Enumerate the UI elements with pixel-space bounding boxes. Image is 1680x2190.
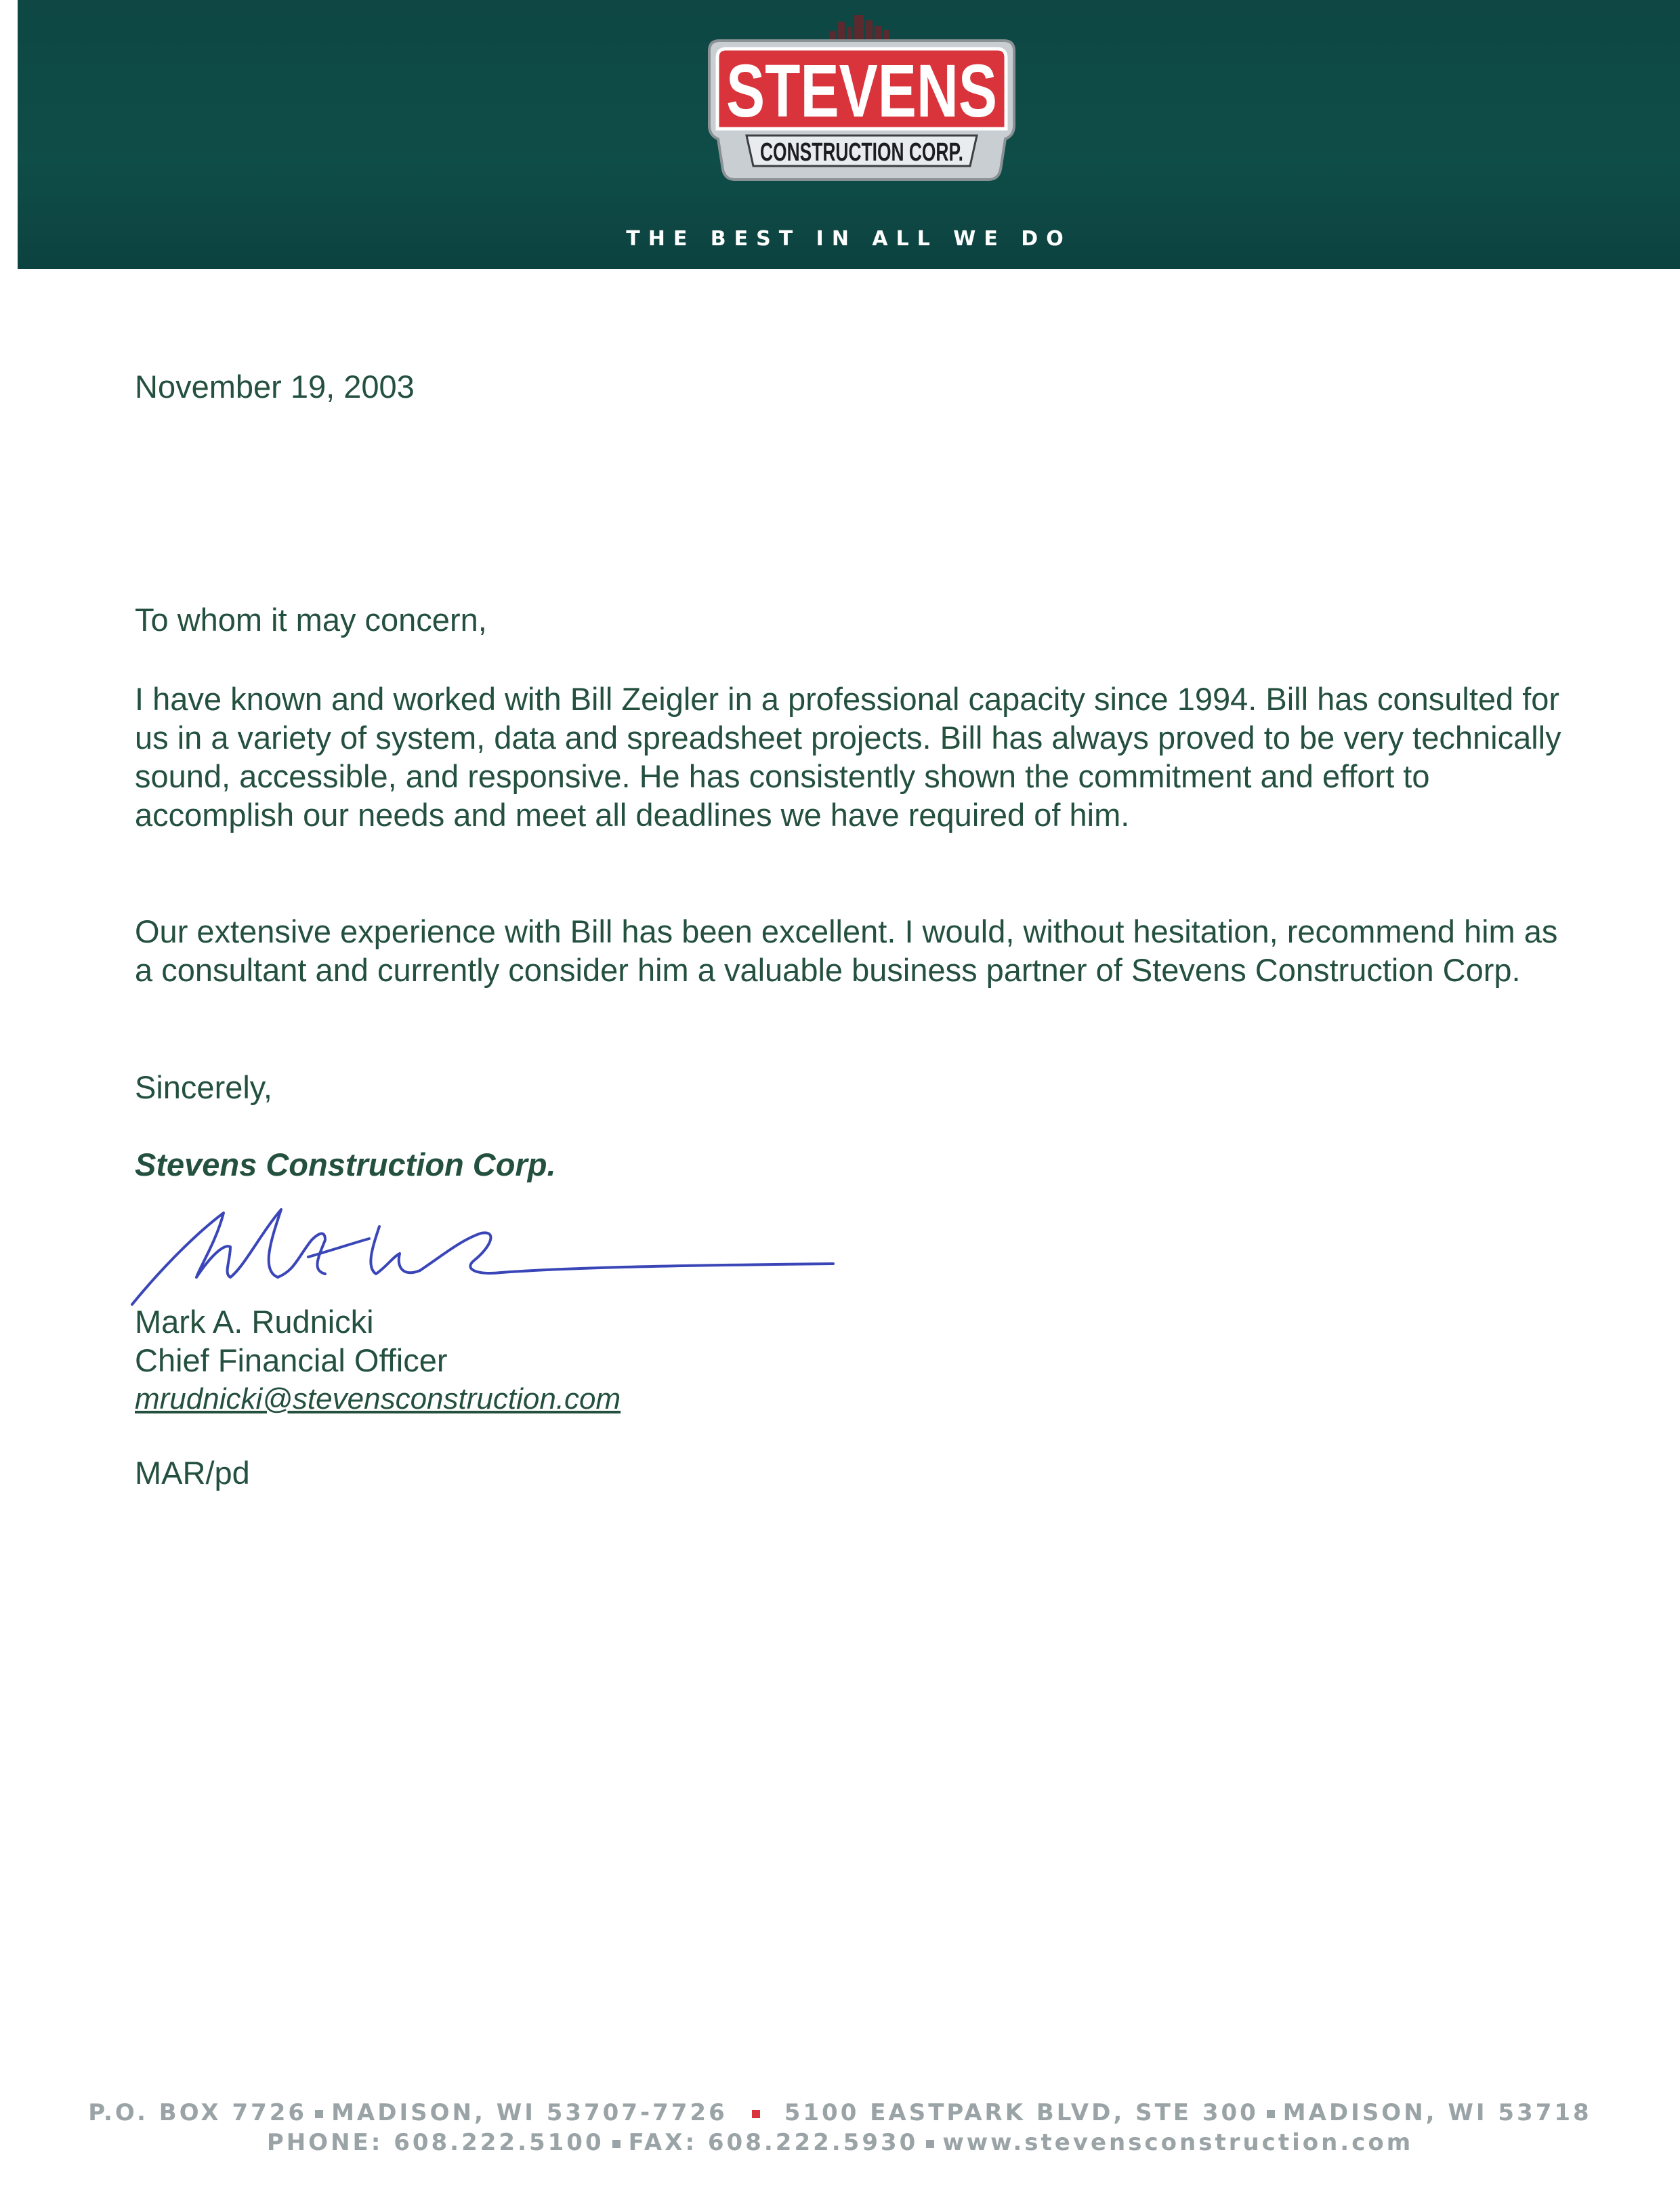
tagline: THE BEST IN ALL WE DO [626,227,1072,251]
salutation: To whom it may concern, [135,602,487,638]
body-paragraph-2: Our extensive experience with Bill has been excellent. I would, without hesitation, recommend him as a consultant and currently consider him a valuable business partner of Stevens Construction Corp. [135,913,1558,988]
company-logo [692,7,1031,210]
footer-contact-line [0,2129,1680,2156]
company-name: Stevens Construction Corp. [135,1146,556,1182]
bullet-square-icon [1267,2110,1275,2118]
logo-sub-text: CONSTRUCTION CORP. [760,138,963,167]
closing: Sincerely, [135,1069,272,1105]
bullet-square-icon [315,2110,323,2118]
signer-name: Mark A. Rudnicki [135,1304,374,1340]
footer-street-city: MADISON, WI 53718 [1282,2099,1592,2126]
letter-date: November 19, 2003 [135,369,415,405]
logo-main-text: STEVENS [726,49,997,133]
signer-title: Chief Financial Officer [135,1342,448,1378]
footer-po-box: P.O. BOX 7726 [88,2099,308,2126]
footer-street: 5100 EASTPARK BLVD, STE 300 [784,2099,1259,2126]
footer-website-link[interactable]: www.stevensconstruction.com [942,2129,1414,2156]
body-paragraph-1: I have known and worked with Bill Zeigler in a professional capacity since 1994. Bill has consulted for us in a variety of system, data and spreadsheet projects. Bill has always proved to be very technically sound, accessible, and responsive. He has consistently shown the commitment and effort to accomplish our needs and meet all deadlines we have required of him. [135,681,1561,833]
bullet-square-icon [926,2140,934,2148]
footer-address-line [0,2099,1680,2126]
letterhead-banner [18,0,1680,269]
signer-email-link[interactable]: mrudnicki@stevensconstruction.com [135,1382,621,1416]
bullet-square-icon [612,2140,621,2148]
handwritten-signature [122,1193,840,1315]
footer-fax: FAX: 608.222.5930 [628,2129,919,2156]
reference-initials: MAR/pd [135,1455,250,1491]
footer-phone: PHONE: 608.222.5100 [266,2129,604,2156]
bullet-square-icon [752,2110,760,2118]
footer-po-city: MADISON, WI 53707-7726 [331,2099,728,2126]
